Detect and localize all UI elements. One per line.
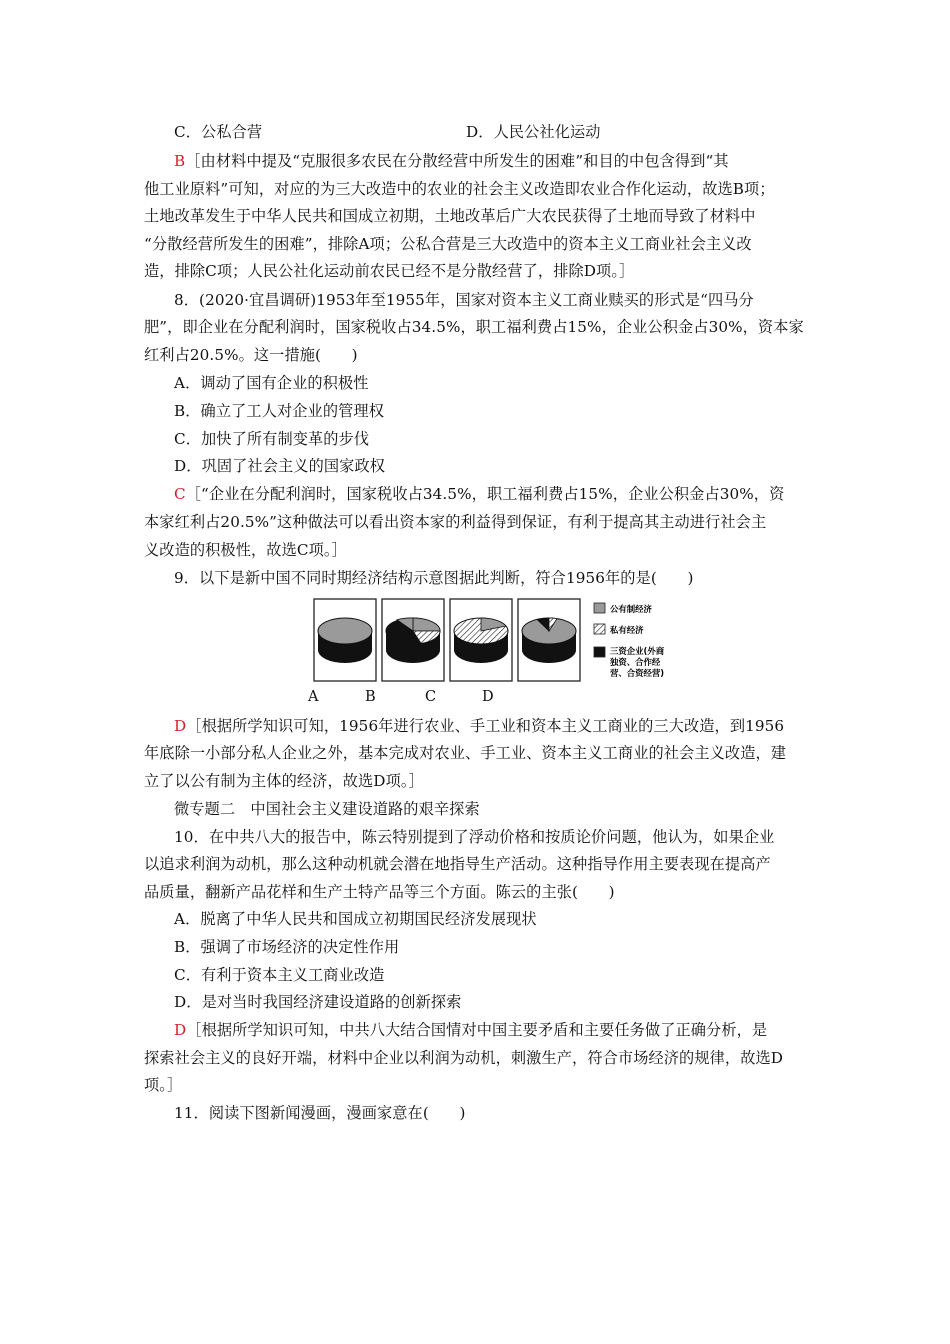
legend-swatch-three-capital [594, 647, 605, 657]
answer-text: ［根据所学知识可知，中共八大结合国情对中国主要矛盾和主要任务做了正确分析，是 [186, 1021, 768, 1039]
q8-stem-line1: 8．(2020·宜昌调研)1953年至1955年，国家对资本主义工商业赎买的形式是“四马分 [174, 291, 754, 309]
legend-three-line1: 三资企业(外商 [610, 646, 665, 656]
diagram-d [518, 599, 580, 681]
q7-answer-line2: 他工业原料”可知，对应的为三大改造中的农业的社会主义改造即农业合作化运动，故选B项； [144, 180, 775, 198]
q8-stem-line2: 肥”，即企业在分配利润时，国家税收占34.5%，职工福利费占15%，企业公积金占30%，资本家 [144, 318, 804, 336]
legend-swatch-private [594, 624, 605, 634]
q7-answer-line3: 土地改革发生于中华人民共和国成立初期，土地改革后广大农民获得了土地而导致了材料中 [144, 207, 756, 225]
answer-text: ［由材料中提及“克服很多农民在分散经营中所发生的困难”和目的中包含得到“其 [185, 152, 729, 170]
legend [594, 603, 665, 678]
q8-option-a: A．调动了国有企业的积极性 [174, 374, 369, 392]
legend-private: 私有经济 [610, 625, 644, 635]
q7-answer-line5: 造，排除C项；人民公社化运动前农民已经不是分散经营了，排除D项。］ [144, 262, 635, 280]
legend-public: 公有制经济 [610, 604, 652, 614]
diagram-a [314, 599, 376, 681]
q11-stem: 11．阅读下图新闻漫画，漫画家意在( ) [174, 1104, 466, 1122]
diagram-b [382, 599, 444, 681]
q10-stem-line2: 以追求利润为动机，那么这种动机就会潜在地指导生产活动。这种指导作用主要表现在提高产 [144, 855, 771, 873]
q10-answer-line1 [174, 1019, 854, 1041]
q9-answer-line3: 立了以公有制为主体的经济，故选D项。］ [144, 772, 424, 790]
q10-answer-line3: 项。］ [144, 1076, 183, 1094]
q10-stem-line3: 品质量，翻新产品花样和生产土特产品等三个方面。陈云的主张( ) [144, 883, 615, 901]
q7-answer-line4: “分散经营所发生的困难”，排除A项；公私合营是三大改造中的资本主义工商业社会主义改 [144, 235, 752, 253]
answer-letter: D [174, 717, 187, 735]
answer-letter: D [174, 1021, 187, 1039]
legend-three-line3: 营、合资经营) [610, 668, 665, 678]
q9-answer-line2: 年底除一小部分私人企业之外，基本完成对农业、手工业、资本主义工商业的社会主义改造，建 [144, 744, 787, 762]
q8-option-c: C．加快了所有制变革的步伐 [174, 430, 370, 448]
q10-answer-line2: 探索社会主义的良好开端，材料中企业以利润为动机，刺激生产，符合市场经济的规律，故选D [144, 1049, 784, 1067]
answer-letter: B [174, 152, 186, 170]
q10-option-a: A．脱离了中华人民共和国成立初期国民经济发展现状 [174, 910, 537, 928]
q9-answer-line1 [174, 715, 854, 737]
diagram-label-b: B [365, 689, 376, 705]
q8-answer-line2: 本家红利占20.5%”这种做法可以看出资本家的利益得到保证，有利于提高其主动进行社会主 [144, 513, 767, 531]
pie-diagrams [313, 598, 693, 686]
q8-option-d: D．巩固了社会主义的国家政权 [174, 457, 386, 475]
q10-stem-line1: 10．在中共八大的报告中，陈云特别提到了浮动价格和按质论价问题，他认为，如果企业 [174, 828, 775, 846]
q10-option-d: D．是对当时我国经济建设道路的创新探索 [174, 993, 462, 1011]
q10-option-b: B．强调了市场经济的决定性作用 [174, 938, 400, 956]
economic-structure-figure [313, 598, 693, 690]
diagram-label-d: D [482, 689, 494, 705]
q7-option-d: D．人民公社化运动 [466, 123, 601, 141]
answer-letter: C [174, 485, 186, 503]
legend-three-line2: 独资、合作经 [610, 657, 661, 667]
q8-answer-line3: 义改造的积极性，故选C项。］ [144, 541, 347, 559]
q9-stem: 9．以下是新中国不同时期经济结构示意图据此判断，符合1956年的是( ) [174, 569, 694, 587]
q8-option-b: B．确立了工人对企业的管理权 [174, 402, 384, 420]
q8-answer-line1 [174, 483, 854, 505]
answer-text: ［根据所学知识可知，1956年进行农业、手工业和资本主义工商业的三大改造，到1956 [186, 717, 785, 735]
q7-option-c: C．公私合营 [174, 123, 263, 141]
legend-swatch-public [594, 603, 605, 613]
diagram-label-c: C [425, 689, 437, 705]
diagram-label-a: A [308, 689, 319, 705]
diagram-c [450, 599, 512, 681]
q10-option-c: C．有利于资本主义工商业改造 [174, 966, 385, 984]
section-title: 微专题二 中国社会主义建设道路的艰辛探索 [174, 800, 480, 818]
q8-stem-line3: 红利占20.5%。这一措施( ) [144, 346, 358, 364]
q7-answer-line1 [174, 150, 854, 172]
answer-text: ［“企业在分配利润时，国家税收占34.5%，职工福利费占15%，企业公积金占30%，资 [185, 485, 785, 503]
